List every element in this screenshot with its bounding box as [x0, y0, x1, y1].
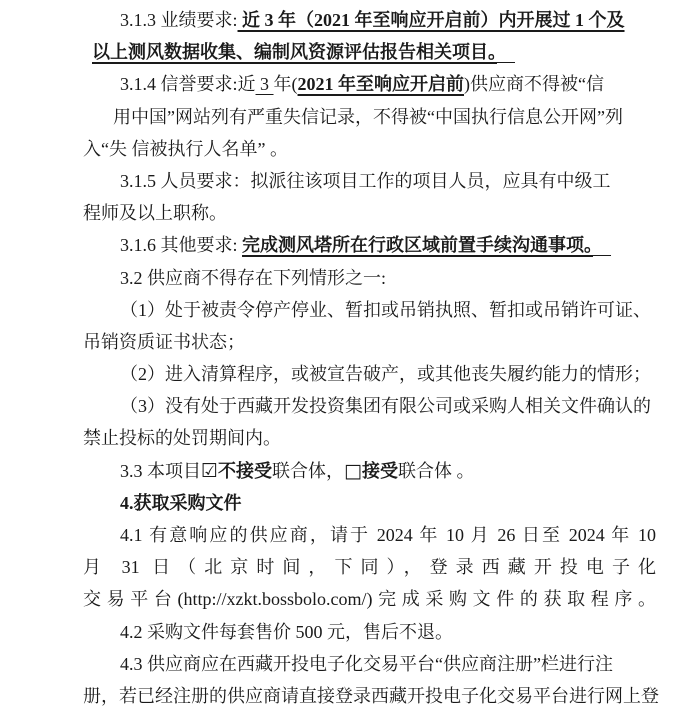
- text-run: （3）没有处于西藏开发投资集团有限公司或采购人相关文件确认的: [120, 396, 651, 417]
- text-run: )供应商不得被“信: [464, 74, 604, 95]
- text-line: [83, 487, 656, 519]
- text-run: 2021 年至响应开启前: [297, 74, 465, 95]
- text-run: 吊销资质证书状态；: [83, 331, 245, 352]
- text-line: [83, 422, 656, 454]
- text-run: 年(: [273, 74, 298, 95]
- text-run: 近 3 年（2021 年至响应开启前）内开展过 1 个及: [237, 10, 625, 30]
- text-run: （1）处于被责令停产停业、暂扣或吊销执照、暂扣或吊销许可证、: [120, 299, 651, 320]
- text-line: [83, 455, 656, 487]
- text-line: [83, 616, 656, 648]
- text-line: [83, 358, 656, 390]
- text-line: [83, 262, 656, 294]
- text-line: [83, 680, 659, 712]
- text-run: 以上测风数据收集、编制风资源评估报告相关项目。: [92, 42, 497, 63]
- text-run: 3.1.5 人员要求：拟派往该项目工作的项目人员，应具有中级工: [120, 170, 611, 191]
- text-run: [497, 42, 515, 62]
- text-line: [83, 165, 656, 197]
- text-run: 4.获取采购文件: [120, 492, 242, 513]
- text-line: [83, 551, 656, 583]
- text-run: 3.2 供应商不得存在下列情形之一:: [120, 267, 386, 288]
- text-run: 入“失 信被执行人名单” 。: [83, 138, 288, 159]
- text-run: 3.1.3 业绩要求:: [120, 10, 238, 30]
- text-line: [83, 197, 656, 229]
- text-run: 4.3 供应商应在西藏开投电子化交易平台“供应商注册”栏进行注: [120, 653, 613, 674]
- text-run: 交易平台(http://xzkt.bossbolo.com/)完成采购文件的获取程序。: [83, 589, 656, 610]
- text-run: 不接受: [218, 460, 273, 481]
- text-run: 联合体 。: [398, 460, 475, 481]
- text-run: 禁止投标的处罚期间内。: [83, 428, 281, 449]
- text-line: [83, 133, 656, 165]
- text-run: 联合体，: [272, 460, 345, 481]
- text-line: [83, 68, 656, 100]
- text-line: [83, 294, 656, 326]
- text-run: 4.1 有意响应的供应商，请于 2024 年 10 月 26 日至 2024 年 10: [120, 525, 656, 545]
- checkbox-unchecked-icon: □: [344, 459, 362, 482]
- text-run: 接受: [362, 460, 398, 481]
- text-run: 3: [255, 74, 274, 95]
- text-line: [83, 36, 656, 68]
- text-line: [83, 326, 656, 358]
- text-line: [83, 390, 656, 422]
- text-line: [83, 101, 656, 133]
- text-run: 完成测风塔所在行政区域前置手续沟通事项。: [242, 235, 594, 256]
- text-run: 3.3 本项目: [120, 460, 201, 481]
- text-run: [593, 235, 611, 255]
- text-line: [83, 583, 656, 615]
- text-run: 月 31 日（北京时间，下同），登录西藏开投电子化: [83, 557, 656, 578]
- text-line: [83, 4, 656, 36]
- checkbox-checked-icon: ☑: [201, 459, 219, 482]
- text-run: 3.1.4 信誉要求:近: [120, 74, 256, 95]
- text-line: [83, 519, 656, 551]
- text-line: [83, 229, 656, 261]
- text-line: [83, 648, 656, 680]
- text-run: 用中国”网站列有严重失信记录，不得被“中国执行信息公开网”列: [113, 106, 623, 127]
- text-run: 程师及以上职称。: [83, 203, 227, 224]
- text-run: 册，若已经注册的供应商请直接登录西藏开投电子化交易平台进行网上登: [83, 685, 659, 706]
- text-run: 3.1.6 其他要求:: [120, 235, 243, 256]
- text-run: 4.2 采购文件每套售价 500 元，售后不退。: [120, 621, 453, 642]
- text-run: （2）进入清算程序，或被宣告破产，或其他丧失履约能力的情形；: [120, 364, 651, 385]
